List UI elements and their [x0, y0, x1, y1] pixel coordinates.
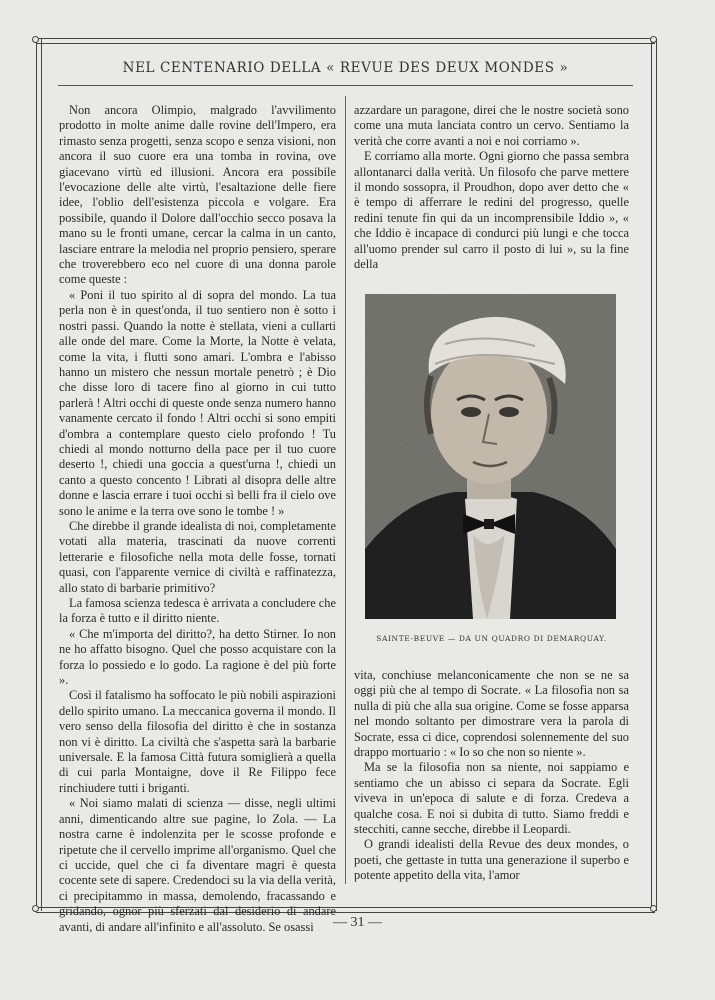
corner-ornament	[32, 36, 39, 43]
portrait-engraving	[365, 294, 616, 619]
paragraph: E corriamo alla morte. Ogni giorno che passa sembra allontanarci dalla verità. Un filosofo che parve mettere il mondo sossopra, il Proudhon, dopo aver detto che « è tempo di afferrare le redini del progresso, quelle redini tenute fin qui da un incomprensibile Iddio », « che Iddio è incapace di condurci più lungi e che tocca all'uomo prender sul carro il posto di lui », su la fine della	[354, 149, 629, 272]
paragraph: « Poni il tuo spirito al di sopra del mondo. La tua perla non è in quest'onda, il tuo sentiero non è sotto i nostri passi. Quando la notte è stellata, vieni a cullarti alle onde del mare. Come la Morte, la Notte è velata, come la vita, i flutti sono amari. L'ombra e l'abisso hanno un mistero che nessun mortale penetrò ; è Dio che disse loro di tacere fino al giorno in cui tutto parlerà ! Altri occhi di queste onde senza numero hanno vanamente cercato il fondo ! Altri occhi si sono empiti d'ombra a contemplare questo cielo profondo ! Tu chiedi al mondo notturno della pace per il tuo cuore deserto !, chiedi una goccia a quest'urna !, chiedi un canto a questo concento ! Librati al disopra delle altre donne e lascia errare i tuoi occhi sì belli fra il cielo ove sono le anime e la terra ove sono le tombe ! »	[59, 287, 336, 518]
figure-caption: SAINTE-BEUVE — DA UN QUADRO DI DEMARQUAY.	[376, 634, 607, 643]
corner-ornament	[650, 905, 657, 912]
paragraph: La famosa scienza tedesca è arrivata a concludere che la forza è tutto e il diritto niente.	[59, 596, 336, 626]
frame-right-rule	[651, 38, 657, 911]
paragraph: O grandi idealisti della Revue des deux mondes, o poeti, che gettaste in tutta una generazione il superbo e potente appetito della vita, l'amor	[354, 837, 629, 883]
paragraph: « Noi siamo malati di scienza — disse, negli ultimi anni, dimenticando altre sue pagine, lo Zola. — La nostra carne è indolenzita per le scosse profonde e ripetute che il cervello imprime all'organismo. Quel che ci uccide, quel che ci fa diventare magri è questa cocente sete di sapere. Credendoci su la via della verità, ci precipitammo in massa, demolendo, fracassando e gridando, ognor più sferzati dal desiderio di andare avanti, di andare all'infinito e all'assoluto. Se osassi	[59, 796, 336, 934]
frame-top-rule	[36, 38, 655, 44]
corner-ornament	[650, 36, 657, 43]
portrait-illustration	[365, 294, 616, 619]
right-column-bottom	[354, 668, 629, 884]
left-column	[59, 103, 336, 935]
frame-left-rule	[36, 38, 42, 911]
header-rule	[58, 85, 633, 86]
paragraph: Non ancora Olimpio, malgrado l'avvilimento prodotto in molte anime dalle rovine dell'Impero, era rimasto senza progetti, senza scopo e senza visioni, non ancora il suo cuore era una tomba in rovina, ove giacevano virtù ed illusioni. Ancora era possibile l'evocazione delle alte virtù, l'esaltazione delle fiere idee, l'oblio dell'esistenza piccola e volgare. Era possibile, quando il Dolore dall'occhio secco posava la mano su le fronti umane, cercar la calma in un canto, lasciare entrare la melodia nel proprio pensiero, sperare che troverebbero eco nel cuore di una donna parole come queste :	[59, 103, 336, 287]
paragraph: Che direbbe il grande idealista di noi, completamente votati alla materia, trascinati da nuove correnti letterarie e filosofiche nella mota delle fosse, tornati quasi, con l'apparente vernice di civiltà e raffinatezza, allo stato di barbarie primitivo?	[59, 518, 336, 595]
paragraph: « Che m'importa del diritto?, ha detto Stirner. Io non ne ho affatto bisogno. Quel che posso acquistare con la forza lo possiedo e lo godo. La ragione è del più forte ».	[59, 626, 336, 688]
paragraph: Ma se la filosofia non sa niente, noi sappiamo e sentiamo che un abisso ci separa da Socrate. Egli viveva in un'epoca di salute e di forza. Credeva a qualche cosa. E noi si dubita di tutto. Siamo freddi e stecchiti, canne secche, direbbe il Leopardi.	[354, 760, 629, 837]
running-header: NEL CENTENARIO DELLA « REVUE DES DEUX MONDES »	[122, 60, 569, 76]
paragraph: vita, conchiuse melanconicamente che non se ne sa oggi più che al tempo di Socrate. « La filosofia non sa nulla di più che alla sua origine. Come se fosse apparsa nel mondo soltanto per dimostrare vera la parola di Socrate, essa ci dice, coprendosi solennemente del suo drappo mortuario : « Io so che non so niente ».	[354, 668, 629, 760]
right-column-top	[354, 103, 629, 272]
column-divider	[345, 96, 346, 884]
paragraph: Così il fatalismo ha soffocato le più nobili aspirazioni dello spirito umano. La meccanica governa il mondo. Il vero senso della filosofia del diritto è che in sostanza non vi è diritto. La civiltà che s'aspetta sarà la barbarie universale. E la famosa Città futura somiglierà a quella di cui parla Montaigne, dove il Re Filippo fece rinchiudere tutti i briganti.	[59, 688, 336, 795]
page-number: — 31 —	[333, 915, 382, 930]
paragraph: azzardare un paragone, direi che le nostre società sono come una muta lanciata contro un cervo. Sentiamo la verità che corre avanti a noi e noi corriamo ».	[354, 103, 629, 148]
corner-ornament	[32, 905, 39, 912]
